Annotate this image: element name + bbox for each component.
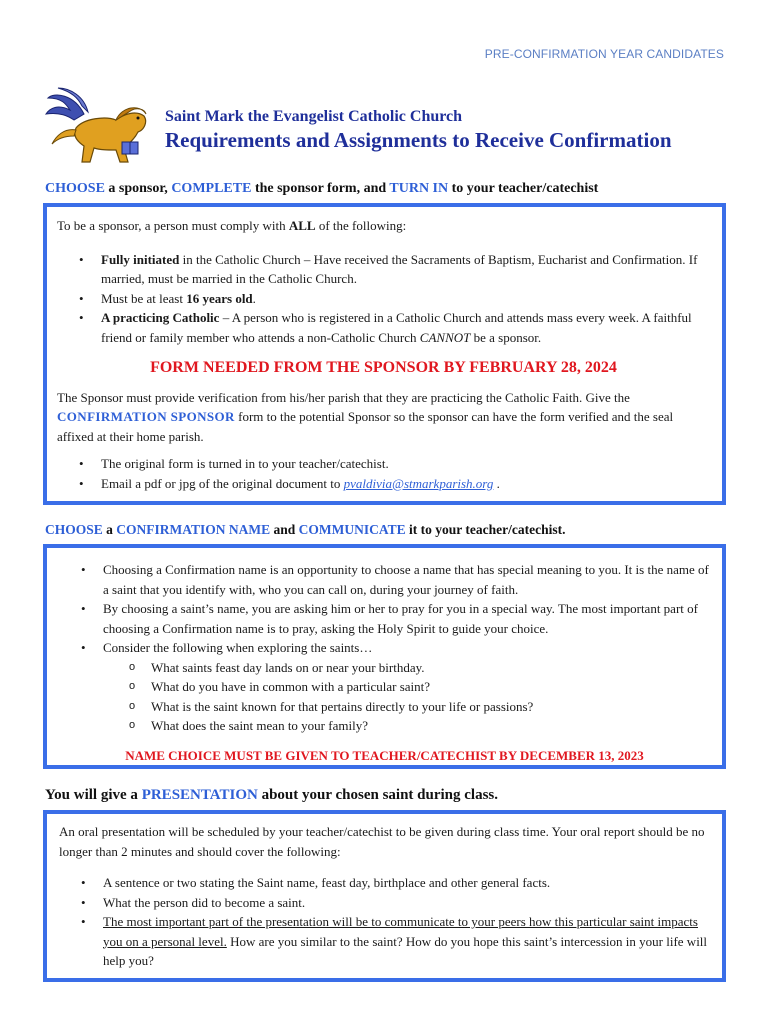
heading-keyword: CHOOSE xyxy=(45,181,105,196)
presentation-section-heading: You will give a PRESENTATION about your chosen saint during class. xyxy=(45,787,499,803)
church-name: Saint Mark the Evangelist Catholic Church xyxy=(165,108,463,125)
presentation-topics-list xyxy=(59,873,710,971)
name-deadline: NAME CHOICE MUST BE GIVEN TO TEACHER/CATECHIST BY DECEMBER 13, 2023 xyxy=(125,747,644,763)
name-guidance-list xyxy=(59,560,710,658)
name-section-heading: CHOOSE a CONFIRMATION NAME and COMMUNICATE it to your teacher/catechist. xyxy=(45,522,566,537)
list-item: • A sentence or two stating the Saint name, feast day, birthplace and other general facts. xyxy=(103,873,710,893)
presentation-box xyxy=(43,810,726,982)
list-item: o What is the saint known for that pertains directly to your life or passions? xyxy=(151,697,710,717)
list-item: • The original form is turned in to your teacher/catechist. xyxy=(101,454,710,474)
sponsor-requirements-list xyxy=(57,250,710,348)
heading-keyword: TURN IN xyxy=(389,181,449,196)
list-item: o What does the saint mean to your family? xyxy=(151,716,710,736)
list-item: • Consider the following when exploring the saints… xyxy=(103,638,710,658)
page-title: Requirements and Assignments to Receive Confirmation xyxy=(165,128,672,152)
sponsor-verification-text: The Sponsor must provide verification from his/her parish that they are practicing the Catholic Faith. Give the CONFIRMATION SPONSOR form to the potential Sponsor so the sponsor can have the form verified and the seal affixed at their home parish. xyxy=(57,389,674,444)
list-item: • By choosing a saint’s name, you are asking him or her to pray for you in a special way. The most important part of choosing a Confirmation name is to pray, asking the Holy Spirit to guide your choice. xyxy=(103,599,710,638)
lion-logo-icon xyxy=(44,84,152,168)
sponsor-section-heading: CHOOSE a sponsor, COMPLETE the sponsor form, and TURN IN to your teacher/catechist xyxy=(45,181,599,196)
list-item: • Email a pdf or jpg of the original document to pvaldivia@stmarkparish.org . xyxy=(101,474,710,494)
list-item: • The most important part of the presentation will be to communicate to your peers how this particular saint impacts you on a personal level. How are you similar to the saint? How do you hope this saint’s intercession in your life will help you? xyxy=(103,912,710,971)
sponsor-deadline: FORM NEEDED FROM THE SPONSOR BY FEBRUARY 28, 2024 xyxy=(150,359,617,376)
presentation-intro: An oral presentation will be scheduled by your teacher/catechist to be given during class time. Your oral report should be no longer than 2 minutes and should cover the following: xyxy=(59,824,705,859)
list-item: • Must be at least 16 years old. xyxy=(101,289,710,309)
email-link[interactable]: pvaldivia@stmarkparish.org xyxy=(343,475,494,491)
list-item: • A practicing Catholic – A person who is registered in a Catholic Church and attends mass every week. A faithful friend or family member who attends a non-Catholic Church CANNOT be a sponsor. xyxy=(101,308,710,347)
saint-questions-list xyxy=(59,658,710,736)
heading-keyword: COMPLETE xyxy=(171,181,252,196)
sponsor-submit-list xyxy=(57,454,710,493)
list-item: o What do you have in common with a particular saint? xyxy=(151,677,710,697)
sponsor-intro: To be a sponsor, a person must comply with ALL of the following: xyxy=(57,218,407,233)
list-item: • Choosing a Confirmation name is an opportunity to choose a name that has special meaning to you. It is the name of a saint that you identify with, who you can call on, during your journey of faith. xyxy=(103,560,710,599)
confirmation-name-box xyxy=(43,544,726,769)
list-item: o What saints feast day lands on or near your birthday. xyxy=(151,658,710,678)
list-item: • Fully initiated in the Catholic Church – Have received the Sacraments of Baptism, Eucharist and Confirmation. If married, must be married in the Catholic Church. xyxy=(101,250,710,289)
sponsor-box xyxy=(43,203,726,505)
list-item: • What the person did to become a saint. xyxy=(103,893,710,913)
top-note: PRE-CONFIRMATION YEAR CANDIDATES xyxy=(484,47,724,61)
